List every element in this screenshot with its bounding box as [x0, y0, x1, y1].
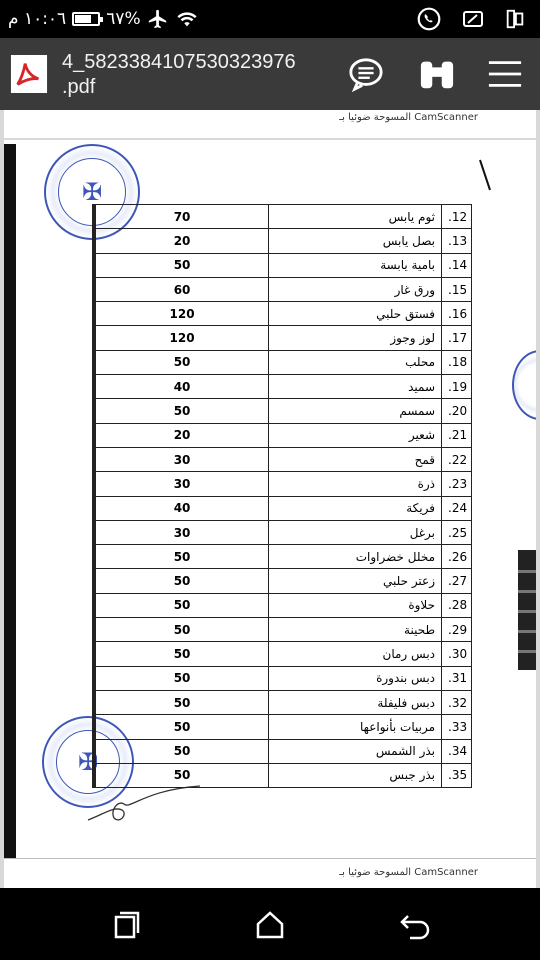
num-cell: .17	[442, 326, 472, 350]
qty-cell: 120	[94, 302, 269, 326]
qty-cell: 50	[94, 642, 269, 666]
name-cell: مخلل خضراوات	[269, 545, 442, 569]
wifi-icon	[175, 8, 199, 30]
num-cell: .18	[442, 350, 472, 374]
status-bar	[0, 0, 540, 38]
num-cell: .23	[442, 472, 472, 496]
name-cell: طحينة	[269, 618, 442, 642]
items-table	[92, 204, 472, 788]
name-cell: برغل	[269, 520, 442, 544]
table-row	[94, 350, 472, 374]
table-row	[94, 666, 472, 690]
home-icon[interactable]	[253, 908, 287, 942]
num-cell: .15	[442, 277, 472, 301]
table-row	[94, 229, 472, 253]
cast-icon	[460, 7, 486, 31]
name-cell: بذر الشمس	[269, 739, 442, 763]
clock: ١٠:٠٦ م	[8, 9, 67, 29]
qty-cell: 40	[94, 496, 269, 520]
pdf-viewer[interactable]	[0, 110, 540, 888]
qty-cell: 50	[94, 739, 269, 763]
num-cell: .31	[442, 666, 472, 690]
qty-cell: 20	[94, 423, 269, 447]
num-cell: .30	[442, 642, 472, 666]
name-cell: قمح	[269, 447, 442, 471]
table-row	[94, 545, 472, 569]
name-cell: بصل يابس	[269, 229, 442, 253]
table-row	[94, 277, 472, 301]
num-cell: .32	[442, 690, 472, 714]
name-cell: لوز وجوز	[269, 326, 442, 350]
pdf-icon	[10, 54, 48, 94]
table-row	[94, 618, 472, 642]
name-cell: دبس رمان	[269, 642, 442, 666]
name-cell: ثوم يابس	[269, 205, 442, 229]
qty-cell: 50	[94, 715, 269, 739]
qty-cell: 120	[94, 326, 269, 350]
name-cell: ورق غار	[269, 277, 442, 301]
file-title-line1: 4_5823384107530323976	[62, 51, 296, 73]
battery-icon	[72, 12, 100, 26]
num-cell: .33	[442, 715, 472, 739]
table-row	[94, 205, 472, 229]
table-row	[94, 520, 472, 544]
qty-cell: 50	[94, 690, 269, 714]
num-cell: .16	[442, 302, 472, 326]
battery-fill	[75, 15, 91, 23]
eagle-emblem-icon: ✠	[81, 178, 103, 206]
qty-cell: 40	[94, 375, 269, 399]
pen-mark	[476, 158, 496, 194]
official-stamp-edge	[512, 350, 536, 420]
footer-scanner-text: المسوحة ضوئيا بـ CamScanner	[339, 867, 478, 878]
table-row	[94, 642, 472, 666]
qty-cell: 50	[94, 545, 269, 569]
table-row	[94, 763, 472, 787]
name-cell: سميد	[269, 375, 442, 399]
num-cell: .21	[442, 423, 472, 447]
scan-edge-right	[518, 550, 536, 670]
qty-cell: 50	[94, 399, 269, 423]
table-row	[94, 302, 472, 326]
file-title	[62, 50, 296, 100]
name-cell: ذرة	[269, 472, 442, 496]
qty-cell: 50	[94, 569, 269, 593]
header-scanner-text: المسوحة ضوئيا بـ CamScanner	[339, 112, 478, 123]
num-cell: .14	[442, 253, 472, 277]
table-row	[94, 253, 472, 277]
name-cell: سمسم	[269, 399, 442, 423]
num-cell: .34	[442, 739, 472, 763]
name-cell: حلاوة	[269, 593, 442, 617]
qty-cell: 50	[94, 350, 269, 374]
qty-cell: 50	[94, 666, 269, 690]
qty-cell: 30	[94, 447, 269, 471]
num-cell: .20	[442, 399, 472, 423]
num-cell: .35	[442, 763, 472, 787]
dual-screen-icon	[504, 7, 526, 31]
name-cell: زعتر حلبي	[269, 569, 442, 593]
num-cell: .24	[442, 496, 472, 520]
status-left	[8, 8, 199, 30]
recent-apps-icon[interactable]	[110, 908, 144, 942]
name-cell: دبس فليفلة	[269, 690, 442, 714]
app-bar	[0, 38, 540, 110]
table-row	[94, 375, 472, 399]
whatsapp-icon	[416, 6, 442, 32]
airplane-icon	[147, 8, 169, 30]
name-cell: بامية يابسة	[269, 253, 442, 277]
comment-icon[interactable]	[347, 56, 385, 92]
table-row	[94, 496, 472, 520]
qty-cell: 20	[94, 229, 269, 253]
table-row	[94, 593, 472, 617]
page-footer-strip	[4, 858, 536, 888]
num-cell: .12	[442, 205, 472, 229]
name-cell: محلب	[269, 350, 442, 374]
back-icon[interactable]	[398, 908, 432, 942]
num-cell: .22	[442, 447, 472, 471]
page-header-strip	[4, 110, 536, 138]
qty-cell: 60	[94, 277, 269, 301]
table-row	[94, 739, 472, 763]
qty-cell: 50	[94, 763, 269, 787]
binoculars-icon[interactable]	[418, 56, 456, 92]
num-cell: .28	[442, 593, 472, 617]
file-title-line2: .pdf	[62, 76, 96, 98]
qty-cell: 30	[94, 520, 269, 544]
table-row	[94, 569, 472, 593]
navigation-bar	[0, 888, 540, 960]
qty-cell: 50	[94, 618, 269, 642]
pdf-page	[4, 140, 536, 858]
name-cell: فريكة	[269, 496, 442, 520]
name-cell: بذر جبس	[269, 763, 442, 787]
scan-edge-left	[4, 144, 16, 858]
qty-cell: 30	[94, 472, 269, 496]
table-row	[94, 715, 472, 739]
name-cell: فستق حلبي	[269, 302, 442, 326]
name-cell: مربيات بأنواعها	[269, 715, 442, 739]
table-row	[94, 472, 472, 496]
qty-cell: 50	[94, 253, 269, 277]
battery-percent: ٦٧%	[106, 9, 141, 29]
num-cell: .19	[442, 375, 472, 399]
table-row	[94, 690, 472, 714]
num-cell: .13	[442, 229, 472, 253]
num-cell: .26	[442, 545, 472, 569]
status-right	[416, 6, 526, 32]
table-row	[94, 326, 472, 350]
table-row	[94, 423, 472, 447]
qty-cell: 50	[94, 593, 269, 617]
num-cell: .25	[442, 520, 472, 544]
menu-icon[interactable]	[486, 56, 524, 92]
qty-cell: 70	[94, 205, 269, 229]
num-cell: .29	[442, 618, 472, 642]
table-row	[94, 447, 472, 471]
eagle-emblem-icon: ✠	[77, 748, 99, 776]
table-row	[94, 399, 472, 423]
num-cell: .27	[442, 569, 472, 593]
name-cell: شعير	[269, 423, 442, 447]
name-cell: دبس بندورة	[269, 666, 442, 690]
